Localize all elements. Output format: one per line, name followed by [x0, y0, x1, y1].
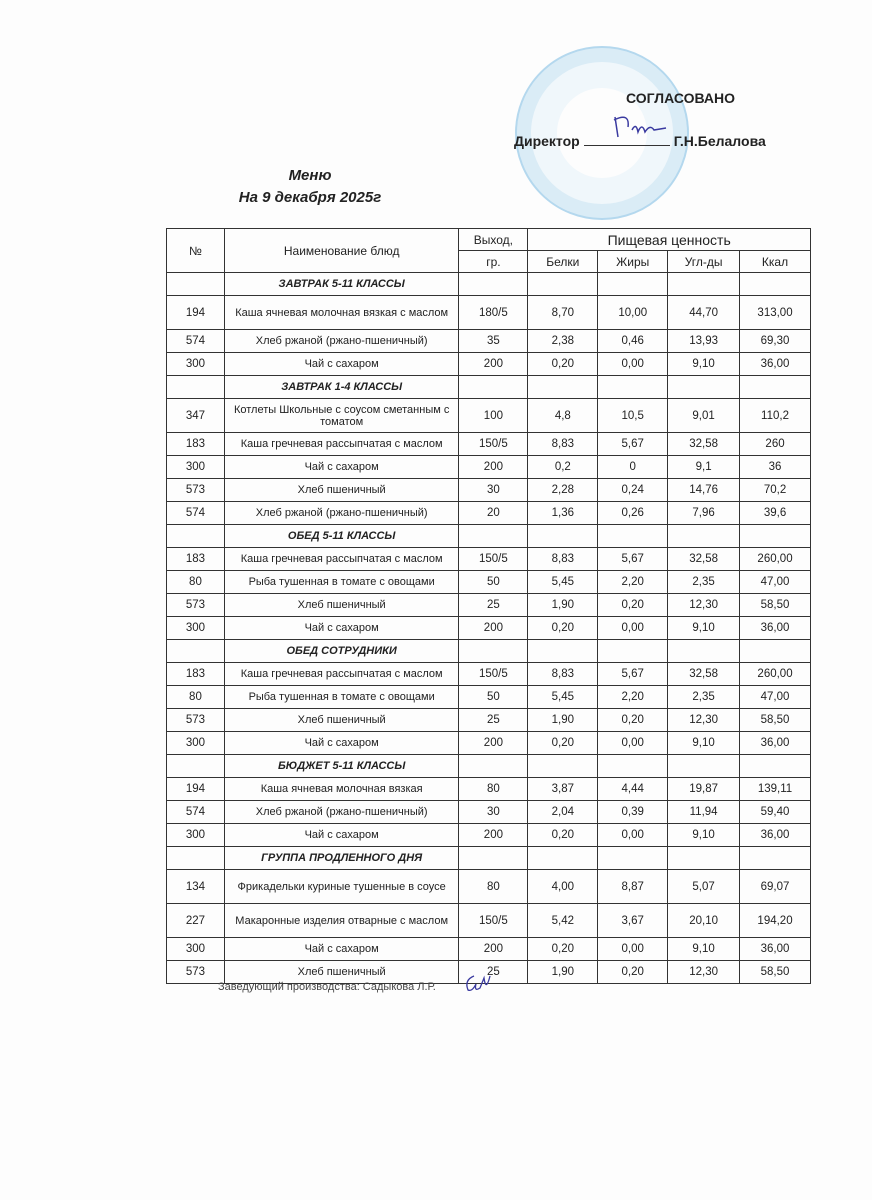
carbs-value: 32,58 [668, 433, 740, 456]
empty-cell [668, 640, 740, 663]
protein-value: 5,42 [528, 904, 598, 938]
protein-value: 5,45 [528, 686, 598, 709]
kcal-value: 36,00 [740, 824, 811, 847]
manager-signature-icon [460, 968, 500, 998]
section-title: БЮДЖЕТ 5-11 КЛАССЫ [224, 755, 459, 778]
fat-value: 0,00 [598, 732, 668, 755]
kcal-value: 36,00 [740, 938, 811, 961]
table-row [167, 663, 811, 686]
dish-number: 573 [167, 594, 225, 617]
section-row [167, 755, 811, 778]
empty-cell [668, 525, 740, 548]
protein-value: 0,20 [528, 617, 598, 640]
empty-cell [740, 755, 811, 778]
director-position: Директор [514, 133, 580, 149]
section-row [167, 640, 811, 663]
dish-name: Рыба тушенная в томате с овощами [224, 686, 459, 709]
protein-value: 2,28 [528, 479, 598, 502]
header-number: № [167, 229, 225, 273]
kcal-value: 39,6 [740, 502, 811, 525]
dish-name: Хлеб пшеничный [224, 594, 459, 617]
output-weight: 50 [459, 571, 528, 594]
dish-number: 573 [167, 709, 225, 732]
kcal-value: 47,00 [740, 686, 811, 709]
carbs-value: 9,10 [668, 732, 740, 755]
dish-number: 194 [167, 778, 225, 801]
protein-value: 8,83 [528, 548, 598, 571]
fat-value: 0,26 [598, 502, 668, 525]
fat-value: 10,5 [598, 399, 668, 433]
output-weight: 150/5 [459, 548, 528, 571]
header-output-unit: гр. [459, 251, 528, 273]
table-row [167, 778, 811, 801]
empty-cell [459, 640, 528, 663]
protein-value: 0,20 [528, 353, 598, 376]
production-manager: Заведующий производства: Садыкова Л.Р. [218, 981, 436, 993]
table-row [167, 709, 811, 732]
empty-cell [528, 273, 598, 296]
protein-value: 1,90 [528, 594, 598, 617]
header-dish-name: Наименование блюд [224, 229, 459, 273]
dish-name: Каша гречневая рассыпчатая с маслом [224, 663, 459, 686]
output-weight: 35 [459, 330, 528, 353]
carbs-value: 19,87 [668, 778, 740, 801]
carbs-value: 20,10 [668, 904, 740, 938]
fat-value: 4,44 [598, 778, 668, 801]
output-weight: 150/5 [459, 663, 528, 686]
empty-cell [598, 755, 668, 778]
carbs-value: 9,10 [668, 617, 740, 640]
output-weight: 25 [459, 709, 528, 732]
empty-cell [459, 273, 528, 296]
empty-cell [668, 273, 740, 296]
dish-name: Каша ячневая молочная вязкая [224, 778, 459, 801]
protein-value: 5,45 [528, 571, 598, 594]
output-weight: 200 [459, 617, 528, 640]
protein-value: 8,83 [528, 663, 598, 686]
empty-cell [598, 640, 668, 663]
table-row [167, 824, 811, 847]
section-row [167, 273, 811, 296]
fat-value: 0,20 [598, 961, 668, 984]
dish-number: 300 [167, 938, 225, 961]
carbs-value: 5,07 [668, 870, 740, 904]
dish-number: 574 [167, 330, 225, 353]
kcal-value: 139,11 [740, 778, 811, 801]
empty-cell [528, 755, 598, 778]
output-weight: 20 [459, 502, 528, 525]
output-weight: 100 [459, 399, 528, 433]
dish-number: 80 [167, 571, 225, 594]
fat-value: 0,46 [598, 330, 668, 353]
dish-number: 573 [167, 961, 225, 984]
output-weight: 200 [459, 456, 528, 479]
kcal-value: 194,20 [740, 904, 811, 938]
protein-value: 2,38 [528, 330, 598, 353]
section-row [167, 847, 811, 870]
empty-cell [167, 847, 225, 870]
output-weight: 25 [459, 594, 528, 617]
dish-name: Чай с сахаром [224, 617, 459, 640]
table-row [167, 594, 811, 617]
fat-value: 0,00 [598, 617, 668, 640]
dish-name: Чай с сахаром [224, 456, 459, 479]
empty-cell [459, 376, 528, 399]
empty-cell [598, 847, 668, 870]
protein-value: 8,70 [528, 296, 598, 330]
menu-title: Меню [288, 167, 332, 184]
table-row [167, 502, 811, 525]
header-carbs: Угл-ды [668, 251, 740, 273]
fat-value: 3,67 [598, 904, 668, 938]
dish-name: Фрикадельки куриные тушенные в соусе [224, 870, 459, 904]
dish-name: Хлеб ржаной (ржано-пшеничный) [224, 801, 459, 824]
dish-number: 300 [167, 353, 225, 376]
protein-value: 1,90 [528, 961, 598, 984]
empty-cell [740, 640, 811, 663]
empty-cell [598, 273, 668, 296]
dish-number: 183 [167, 433, 225, 456]
carbs-value: 44,70 [668, 296, 740, 330]
kcal-value: 69,30 [740, 330, 811, 353]
table-row [167, 353, 811, 376]
header-fat: Жиры [598, 251, 668, 273]
carbs-value: 12,30 [668, 594, 740, 617]
empty-cell [528, 847, 598, 870]
empty-cell [740, 847, 811, 870]
menu-table [166, 228, 811, 984]
empty-cell [668, 376, 740, 399]
table-row [167, 456, 811, 479]
empty-cell [668, 755, 740, 778]
output-weight: 150/5 [459, 904, 528, 938]
table-row [167, 330, 811, 353]
kcal-value: 36,00 [740, 732, 811, 755]
dish-number: 300 [167, 732, 225, 755]
section-title: ГРУППА ПРОДЛЕННОГО ДНЯ [224, 847, 459, 870]
fat-value: 0,00 [598, 824, 668, 847]
dish-number: 194 [167, 296, 225, 330]
dish-number: 573 [167, 479, 225, 502]
table-row [167, 617, 811, 640]
protein-value: 3,87 [528, 778, 598, 801]
empty-cell [740, 273, 811, 296]
fat-value: 5,67 [598, 663, 668, 686]
kcal-value: 36,00 [740, 353, 811, 376]
protein-value: 1,90 [528, 709, 598, 732]
director-signature-icon [610, 112, 670, 142]
dish-name: Макаронные изделия отварные с маслом [224, 904, 459, 938]
empty-cell [459, 525, 528, 548]
fat-value: 0,20 [598, 594, 668, 617]
protein-value: 2,04 [528, 801, 598, 824]
kcal-value: 260,00 [740, 548, 811, 571]
dish-name: Каша ячневая молочная вязкая с маслом [224, 296, 459, 330]
kcal-value: 70,2 [740, 479, 811, 502]
section-title: ЗАВТРАК 1-4 КЛАССЫ [224, 376, 459, 399]
table-row [167, 870, 811, 904]
carbs-value: 9,10 [668, 938, 740, 961]
dish-number: 574 [167, 801, 225, 824]
output-weight: 200 [459, 732, 528, 755]
dish-name: Чай с сахаром [224, 353, 459, 376]
carbs-value: 11,94 [668, 801, 740, 824]
empty-cell [528, 376, 598, 399]
table-row [167, 732, 811, 755]
kcal-value: 59,40 [740, 801, 811, 824]
kcal-value: 260 [740, 433, 811, 456]
output-weight: 80 [459, 870, 528, 904]
fat-value: 0,00 [598, 353, 668, 376]
dish-name: Котлеты Школьные с соусом сметанным с томатом [224, 399, 459, 433]
empty-cell [167, 273, 225, 296]
protein-value: 0,20 [528, 824, 598, 847]
table-row [167, 399, 811, 433]
carbs-value: 9,10 [668, 353, 740, 376]
dish-name: Хлеб ржаной (ржано-пшеничный) [224, 502, 459, 525]
section-title: ЗАВТРАК 5-11 КЛАССЫ [224, 273, 459, 296]
section-title: ОБЕД СОТРУДНИКИ [224, 640, 459, 663]
fat-value: 0,20 [598, 709, 668, 732]
kcal-value: 36,00 [740, 617, 811, 640]
dish-name: Чай с сахаром [224, 732, 459, 755]
kcal-value: 260,00 [740, 663, 811, 686]
carbs-value: 9,01 [668, 399, 740, 433]
empty-cell [598, 525, 668, 548]
dish-name: Рыба тушенная в томате с овощами [224, 571, 459, 594]
protein-value: 4,00 [528, 870, 598, 904]
output-weight: 30 [459, 479, 528, 502]
dish-number: 80 [167, 686, 225, 709]
empty-cell [740, 525, 811, 548]
fat-value: 5,67 [598, 548, 668, 571]
fat-value: 2,20 [598, 686, 668, 709]
dish-name: Чай с сахаром [224, 824, 459, 847]
empty-cell [528, 525, 598, 548]
table-row [167, 479, 811, 502]
protein-value: 0,2 [528, 456, 598, 479]
output-weight: 150/5 [459, 433, 528, 456]
carbs-value: 2,35 [668, 686, 740, 709]
empty-cell [459, 847, 528, 870]
section-row [167, 376, 811, 399]
table-row [167, 686, 811, 709]
protein-value: 4,8 [528, 399, 598, 433]
output-weight: 80 [459, 778, 528, 801]
fat-value: 8,87 [598, 870, 668, 904]
empty-cell [167, 376, 225, 399]
dish-number: 300 [167, 456, 225, 479]
fat-value: 0,24 [598, 479, 668, 502]
empty-cell [167, 755, 225, 778]
table-row [167, 904, 811, 938]
carbs-value: 9,10 [668, 824, 740, 847]
empty-cell [528, 640, 598, 663]
header-kcal: Ккал [740, 251, 811, 273]
output-weight: 30 [459, 801, 528, 824]
kcal-value: 36 [740, 456, 811, 479]
output-weight: 200 [459, 938, 528, 961]
approval-label: СОГЛАСОВАНО [626, 90, 735, 106]
protein-value: 0,20 [528, 938, 598, 961]
dish-name: Каша гречневая рассыпчатая с маслом [224, 548, 459, 571]
output-weight: 50 [459, 686, 528, 709]
carbs-value: 32,58 [668, 548, 740, 571]
carbs-value: 12,30 [668, 709, 740, 732]
kcal-value: 110,2 [740, 399, 811, 433]
output-weight: 200 [459, 353, 528, 376]
output-weight: 25 [459, 961, 528, 984]
empty-cell [598, 376, 668, 399]
carbs-value: 32,58 [668, 663, 740, 686]
fat-value: 10,00 [598, 296, 668, 330]
dish-number: 574 [167, 502, 225, 525]
dish-number: 227 [167, 904, 225, 938]
dish-name: Хлеб пшеничный [224, 479, 459, 502]
dish-number: 183 [167, 548, 225, 571]
carbs-value: 7,96 [668, 502, 740, 525]
protein-value: 8,83 [528, 433, 598, 456]
header-output: Выход, [459, 229, 528, 251]
kcal-value: 58,50 [740, 961, 811, 984]
fat-value: 0,00 [598, 938, 668, 961]
table-row [167, 548, 811, 571]
menu-date: На 9 декабря 2025г [238, 189, 382, 206]
header-nutrition: Пищевая ценность [528, 229, 811, 251]
empty-cell [167, 640, 225, 663]
section-row [167, 525, 811, 548]
table-row [167, 938, 811, 961]
kcal-value: 58,50 [740, 594, 811, 617]
output-weight: 180/5 [459, 296, 528, 330]
table-row [167, 571, 811, 594]
empty-cell [668, 847, 740, 870]
dish-number: 134 [167, 870, 225, 904]
kcal-value: 47,00 [740, 571, 811, 594]
kcal-value: 69,07 [740, 870, 811, 904]
carbs-value: 14,76 [668, 479, 740, 502]
dish-name: Хлеб ржаной (ржано-пшеничный) [224, 330, 459, 353]
header-protein: Белки [528, 251, 598, 273]
fat-value: 0 [598, 456, 668, 479]
director-name: Г.Н.Белалова [673, 133, 766, 149]
protein-value: 1,36 [528, 502, 598, 525]
empty-cell [459, 755, 528, 778]
dish-number: 300 [167, 617, 225, 640]
protein-value: 0,20 [528, 732, 598, 755]
dish-number: 347 [167, 399, 225, 433]
carbs-value: 9,1 [668, 456, 740, 479]
kcal-value: 58,50 [740, 709, 811, 732]
dish-name: Хлеб пшеничный [224, 709, 459, 732]
carbs-value: 2,35 [668, 571, 740, 594]
kcal-value: 313,00 [740, 296, 811, 330]
dish-name: Хлеб пшеничный [224, 961, 459, 984]
fat-value: 5,67 [598, 433, 668, 456]
table-row [167, 296, 811, 330]
table-row [167, 801, 811, 824]
dish-name: Чай с сахаром [224, 938, 459, 961]
empty-cell [740, 376, 811, 399]
dish-name: Каша гречневая рассыпчатая с маслом [224, 433, 459, 456]
carbs-value: 13,93 [668, 330, 740, 353]
section-title: ОБЕД 5-11 КЛАССЫ [224, 525, 459, 548]
fat-value: 2,20 [598, 571, 668, 594]
fat-value: 0,39 [598, 801, 668, 824]
table-row [167, 433, 811, 456]
dish-number: 300 [167, 824, 225, 847]
output-weight: 200 [459, 824, 528, 847]
carbs-value: 12,30 [668, 961, 740, 984]
dish-number: 183 [167, 663, 225, 686]
empty-cell [167, 525, 225, 548]
